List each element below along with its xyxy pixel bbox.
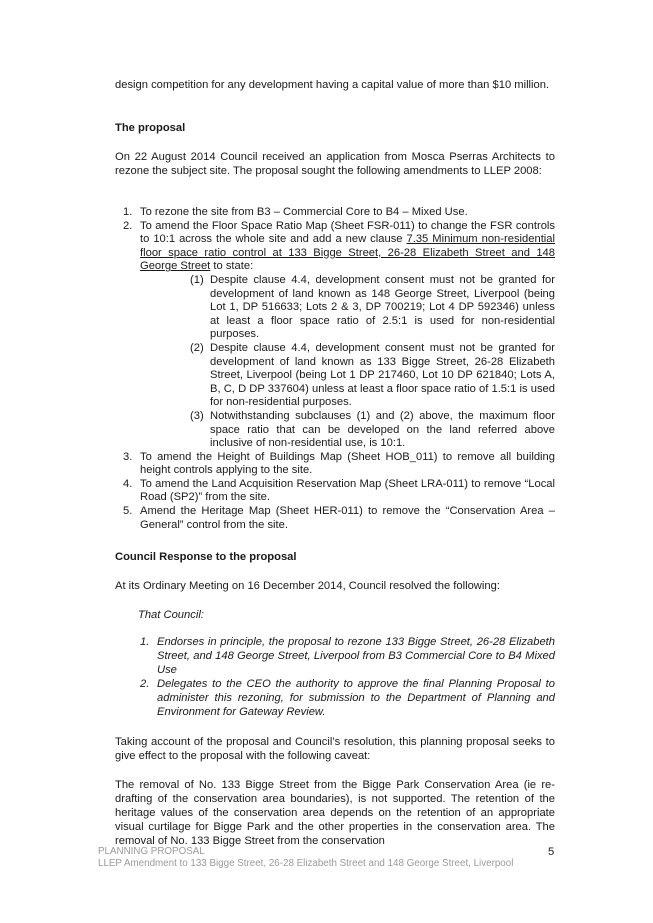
resolution-number: 2.: [140, 678, 150, 690]
subclause-number: (1): [190, 273, 204, 286]
subclause-item: [140, 342, 555, 410]
list-item: [115, 451, 555, 478]
subclause-text: Despite clause 4.4, development consent must not be granted for development of land known as 148 George Street, Liverpool (being Lot 1, DP 516633; Lots 2 & 3, DP 700219; Lot 4 DP 592346) unless at least a floor space ratio of 2.5:1 is used for non-residential purposes.: [210, 273, 555, 341]
list-number: 4.: [123, 477, 133, 490]
caveat-intro-paragraph: Taking account of the proposal and Council’s resolution, this planning proposal seeks to give effect to the proposal with the following caveat:: [115, 736, 555, 762]
council-resolutions-list: [130, 635, 555, 719]
list-number: 2.: [123, 219, 133, 232]
caveat-paragraph: The removal of No. 133 Bigge Street from the Bigge Park Conservation Area (ie re-drafting of the conservation area boundaries), is not supported. The retention of the heritage values of the conservation area depends on the retention of an appropriate visual curtilage for Bigge Park and the other properties in the conservation area. The removal of No. 133 Bigge Street from the conservation: [115, 779, 555, 847]
intro-paragraph: design competition for any development having a capital value of more than $10 million.: [115, 79, 550, 91]
council-response-paragraph: At its Ordinary Meeting on 16 December 2014, Council resolved the following:: [115, 580, 500, 592]
subclause-text: Notwithstanding subclauses (1) and (2) above, the maximum floor space ratio that can be developed on the land referred above inclusive of non-residential use, is 10:1.: [210, 409, 555, 450]
resolution-number: 1.: [140, 636, 150, 648]
resolution-text: Endorses in principle, the proposal to rezone 133 Bigge Street, 26-28 Elizabeth Street, and 148 George Street, Liverpool from B3 Commercial Core to B4 Mixed Use: [157, 636, 555, 676]
subclause-text: Despite clause 4.4, development consent must not be granted for development of land known as 133 Bigge Street, 26-28 Elizabeth Street, Liverpool (being Lot 1 DP 217460, Lot 10 DP 621840; Lots A, B, C, D DP 337604) unless at least a floor space ratio of 1.5:1 is used for non-residential purposes.: [210, 341, 555, 409]
list-item-text: Amend the Heritage Map (Sheet HER-011) to remove the “Conservation Area – General” control from the site.: [140, 505, 555, 531]
list-item-text-tail: to state:: [210, 260, 254, 273]
resolution-item: [130, 635, 555, 677]
resolution-text: Delegates to the CEO the authority to approve the final Planning Proposal to administer this rezoning, for submission to the Department of Planning and Environment for Gateway Review.: [157, 678, 555, 718]
list-item: [115, 505, 555, 532]
list-item-text: To amend the Floor Space Ratio Map (Sheet FSR-011) to change the FSR controls to 10:1 across the whole site and add a new clause: [140, 219, 555, 246]
list-item-text: To amend the Height of Buildings Map (Sheet HOB_011) to remove all building height controls applying to the site.: [140, 450, 555, 477]
resolution-item: [130, 677, 555, 719]
footer-subtitle: LLEP Amendment to 133 Bigge Street, 26-28 Elizabeth Street and 148 George Street, Liverpool: [98, 858, 514, 869]
footer-title: PLANNING PROPOSAL: [98, 846, 205, 857]
list-number: 3.: [123, 450, 133, 463]
subclause-item: [140, 410, 555, 451]
list-item: [115, 220, 555, 451]
subclause-list: [140, 274, 555, 451]
list-item-text: To rezone the site from B3 – Commercial Core to B4 – Mixed Use.: [140, 206, 468, 218]
that-council-label: That Council:: [138, 609, 204, 621]
list-item-text: To amend the Land Acquisition Reservation Map (Sheet LRA-011) to remove “Local Road (SP2)” from the site.: [140, 477, 555, 504]
page-number: 5: [548, 846, 555, 858]
list-number: 5.: [123, 505, 133, 518]
proposal-paragraph: On 22 August 2014 Council received an application from Mosca Pserras Architects to rezone the subject site. The proposal sought the following amendments to LLEP 2008:: [115, 151, 555, 177]
council-response-heading: Council Response to the proposal: [115, 551, 297, 563]
list-item: [115, 478, 555, 505]
proposal-amendments-list: [115, 206, 555, 532]
list-item: [115, 206, 555, 220]
subclause-number: (3): [190, 409, 204, 422]
list-number: 1.: [123, 206, 133, 218]
subclause-item: [140, 274, 555, 342]
clause-title-underlined: 7.35 Minimum non-residential floor space ratio control at 133 Bigge Street, 26-28 Elizabeth Street and 148 George Street: [140, 233, 556, 273]
subclause-number: (2): [190, 341, 204, 354]
proposal-heading: The proposal: [115, 122, 186, 134]
